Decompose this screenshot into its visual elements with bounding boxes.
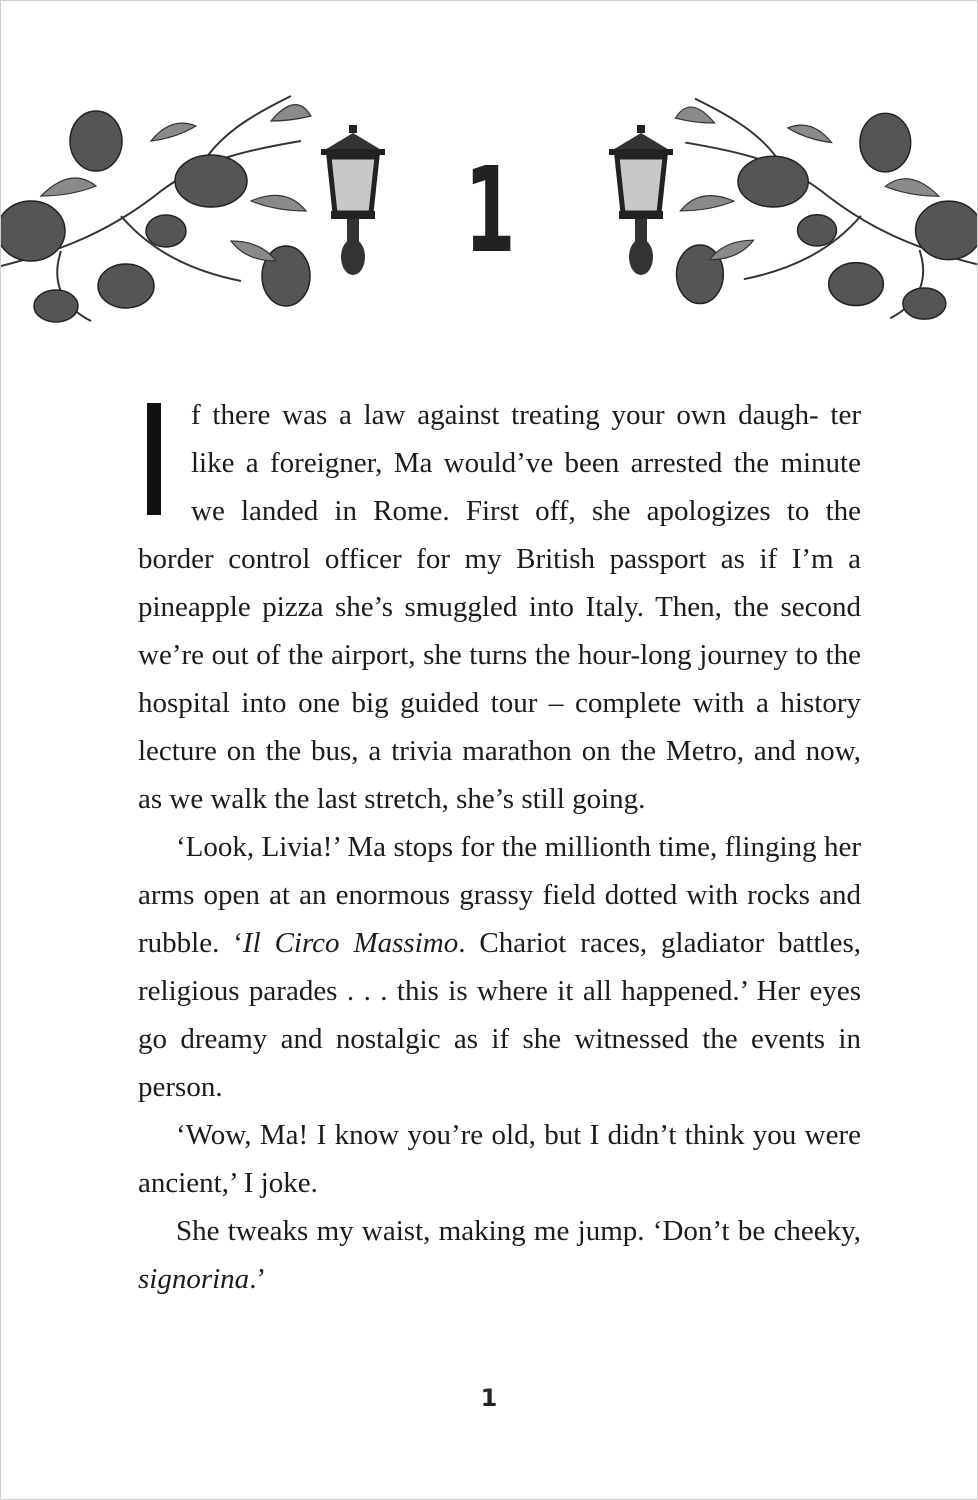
paragraph-text: f there was a law against treating your own daugh- ter like a foreigner, Ma would’ve been arrested the minute we landed in Rome. First off, she apologizes to the border control officer for my British passport as if I’m a pineapple pizza she’s smuggled into Italy. Then, the second we’re out of the airport, she turns the hour-long journey to the hospital into one big guided tour – complete with a history lecture on the bus, a trivia marathon on the Metro, and now, as we walk the last stretch, she’s still going. bbox=[138, 399, 861, 815]
floral-vine-icon bbox=[656, 81, 978, 331]
paragraph-text: . Chariot races, gladiator battles, religious parades . . . this is where it all happened.’ Her eyes go dreamy and nostalgic as if she witnessed the events in person. bbox=[138, 927, 861, 1103]
paragraph-text: ‘Wow, Ma! I know you’re old, but I didn’t think you were ancient,’ I joke. bbox=[138, 1119, 861, 1199]
paragraph bbox=[138, 1111, 861, 1207]
paragraph-text: .’ bbox=[249, 1263, 267, 1295]
paragraph bbox=[138, 823, 861, 1111]
italic-text: Il Circo Massimo bbox=[242, 927, 459, 959]
chapter-number: 1 bbox=[464, 141, 516, 279]
chapter-header bbox=[1, 1, 978, 341]
page-number: 1 bbox=[480, 1384, 498, 1412]
paragraph bbox=[138, 391, 861, 823]
drop-cap bbox=[147, 403, 161, 515]
chapter-body bbox=[138, 391, 861, 1303]
italic-text: signorina bbox=[138, 1263, 250, 1295]
paragraph-text: She tweaks my waist, making me jump. ‘Don’t be cheeky, bbox=[176, 1215, 861, 1247]
paragraph bbox=[138, 1207, 861, 1303]
paragraph-text: ‘Look, Livia!’ Ma stops for the millionth time, flinging her arms open at an enormous grassy field dotted with rocks and rubble. ‘ bbox=[138, 831, 861, 959]
